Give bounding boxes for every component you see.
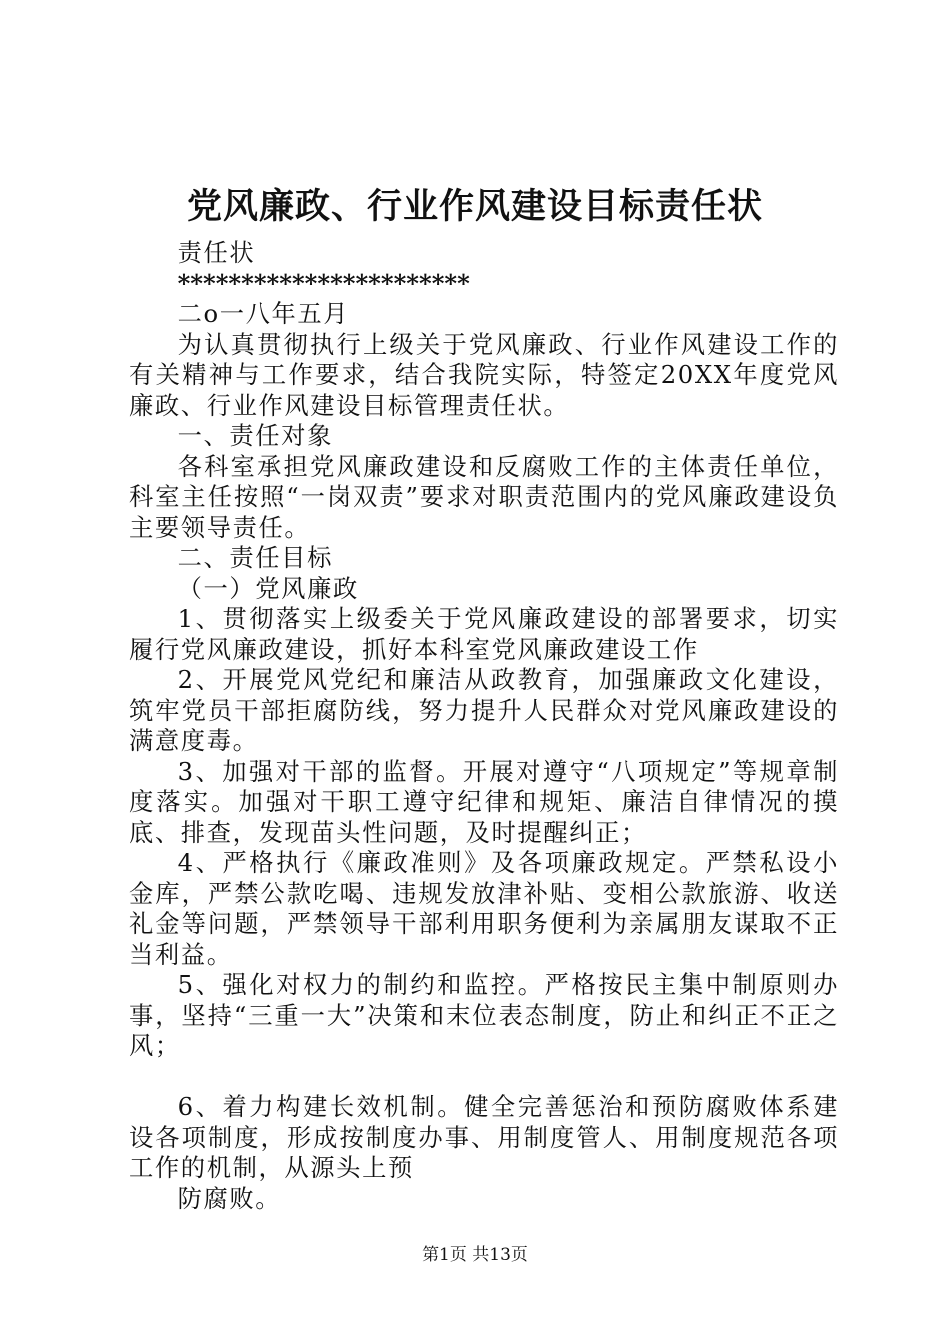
list-item: 2、开展党风党纪和廉洁从政教育，加强廉政文化建设，筑牢党员干部拒腐防线，努力提升人民群众对党风廉政建设的满意度毒。 (129, 665, 839, 755)
subtitle-line: 责任状 (177, 238, 256, 267)
separator-stars: *********************** (177, 268, 470, 298)
page-number: 第1页 共13页 (422, 1245, 528, 1265)
paragraph: 各科室承担党风廉政建设和反腐败工作的主体责任单位，科室主任按照“一岗双责”要求对职责范围内的党风廉政建设负主要领导责任。 (129, 451, 839, 542)
sub-heading: （一）党风廉政 (177, 573, 359, 603)
list-item: 4、严格执行《廉政准则》及各项廉政规定。严禁私设小金库，严禁公款吃喝、违规发放津补贴、变相公款旅游、收送礼金等问题，严禁领导干部利用职务便利为亲属朋友谋取不正当利益。 (129, 848, 839, 969)
list-item: 3、加强对干部的监督。开展对遵守“八项规定”等规章制度落实。加强对干职工遵守纪律和规矩、廉洁自律情况的摸底、排查，发现苗头性问题，及时提醒纠正； (129, 756, 839, 847)
list-item: 6、着力构建长效机制。健全完善惩治和预防腐败体系建设各项制度，形成按制度办事、用制度管人、用制度规范各项工作的机制，从源头上预 (129, 1092, 839, 1182)
list-item: 1、贯彻落实上级委关于党风廉政建设的部署要求，切实履行党风廉政建设，抓好本科室党风廉政建设工作 (129, 604, 839, 664)
list-item: 5、强化对权力的制约和监控。严格按民主集中制原则办事，坚持“三重一大”决策和末位表态制度，防止和纠正不正之风； (129, 970, 839, 1060)
section-heading-2: 二、责任目标 (177, 543, 333, 572)
document-title: 党风廉政、行业作风建设目标责任状 (186, 186, 763, 227)
intro-paragraph: 为认真贯彻执行上级关于党风廉政、行业作风建设工作的有关精神与工作要求，结合我院实际，特签定20XX年度党风廉政、行业作风建设目标管理责任状。 (129, 329, 839, 420)
continuation-line: 防腐败。 (177, 1183, 282, 1213)
date-line: 二o一八年五月 (177, 299, 350, 328)
section-heading-1: 一、责任对象 (177, 421, 333, 450)
document-body (129, 238, 839, 1214)
